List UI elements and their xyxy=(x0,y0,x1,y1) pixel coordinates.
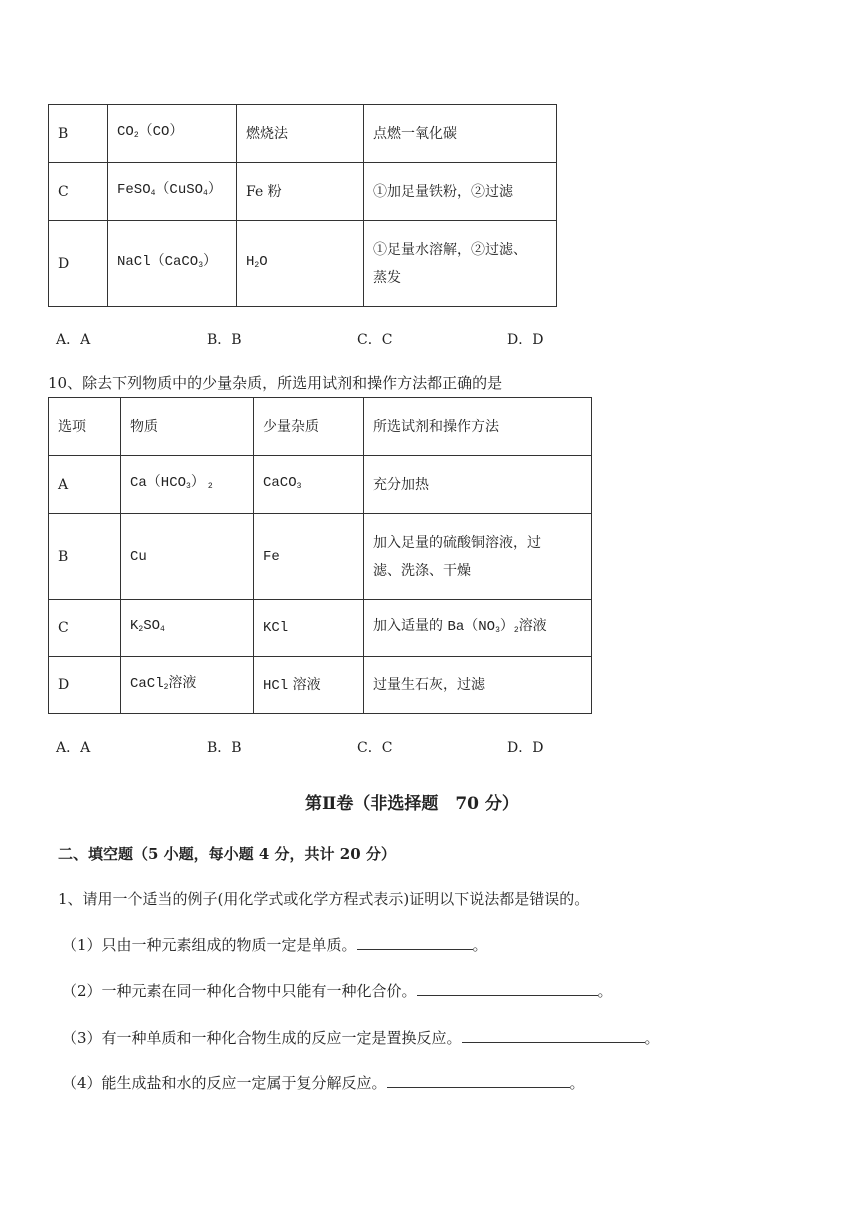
item-period: 。 xyxy=(569,1074,585,1092)
table-row xyxy=(49,600,592,657)
table-row xyxy=(49,105,557,163)
item-text: （4）能生成盐和水的反应一定属于复分解反应。 xyxy=(62,1074,387,1092)
table-cell: 过量生石灰，过滤 xyxy=(364,657,592,714)
item-text: （2）一种元素在同一种化合物中只能有一种化合价。 xyxy=(62,982,417,1000)
answer-blank[interactable] xyxy=(417,981,598,996)
table-cell: 加入适量的 $Ba(NO_3)_2$溶液 xyxy=(364,600,592,657)
table-row xyxy=(49,657,592,714)
question9-table xyxy=(48,104,557,307)
table-cell: KCl xyxy=(254,600,364,657)
question10-table xyxy=(48,397,592,714)
table-cell: A xyxy=(49,456,121,514)
choice-a[interactable]: A．A xyxy=(56,332,91,348)
question-item xyxy=(62,934,488,955)
choice-d[interactable]: D．D xyxy=(507,332,544,348)
item-period: 。 xyxy=(472,936,488,954)
table-cell: HCl 溶液 xyxy=(254,657,364,714)
item-period: 。 xyxy=(597,982,613,1000)
table-cell: 充分加热 xyxy=(364,456,592,514)
table-cell: Cu xyxy=(121,514,254,600)
table-row xyxy=(49,221,557,307)
item-text: （1）只由一种元素组成的物质一定是单质。 xyxy=(62,936,357,954)
table-header: 物质 xyxy=(121,398,254,456)
table-cell: Fe 粉 xyxy=(237,163,364,221)
table-cell: 点燃一氧化碳 xyxy=(364,105,557,163)
method-line: 蒸发 xyxy=(373,269,401,286)
choice-b[interactable]: B．B xyxy=(207,332,242,348)
table-cell xyxy=(364,514,592,600)
table-header-row xyxy=(49,398,592,456)
table-header: 选项 xyxy=(49,398,121,456)
question-item xyxy=(62,1072,585,1093)
method-line: ①足量水溶解，②过滤、 xyxy=(373,241,527,258)
table-cell: CaCO$_3$ xyxy=(254,456,364,514)
question-10-stem: 10、除去下列物质中的少量杂质，所选用试剂和操作方法都正确的是 xyxy=(48,374,503,392)
table-cell: D xyxy=(49,221,108,307)
table-row xyxy=(49,456,592,514)
table-cell: C xyxy=(49,163,108,221)
method-line: 滤、洗涤、干燥 xyxy=(373,562,471,579)
table-cell: C xyxy=(49,600,121,657)
table-header: 少量杂质 xyxy=(254,398,364,456)
question-1-stem: 1、请用一个适当的例子(用化学式或化学方程式表示)证明以下说法都是错误的。 xyxy=(58,890,590,908)
table-header: 所选试剂和操作方法 xyxy=(364,398,592,456)
choice-c[interactable]: C．C xyxy=(357,740,393,756)
table-cell: B xyxy=(49,105,108,163)
table-cell: Fe xyxy=(254,514,364,600)
table-cell: 燃烧法 xyxy=(237,105,364,163)
method-line: 加入足量的硫酸铜溶液，过 xyxy=(373,534,541,551)
table-cell: $Ca(HCO_3)$ $_2$ xyxy=(121,456,254,514)
answer-blank[interactable] xyxy=(357,935,473,950)
answer-blank[interactable] xyxy=(387,1073,570,1088)
table-cell: NaCl（CaCO$_3$） xyxy=(108,221,237,307)
answer-blank[interactable] xyxy=(462,1028,645,1043)
question-item xyxy=(62,1027,660,1048)
table-cell xyxy=(364,221,557,307)
section-heading: 二、填空题（5 小题，每小题 4 分，共计 20 分） xyxy=(58,845,396,863)
item-text: （3）有一种单质和一种化合物生成的反应一定是置换反应。 xyxy=(62,1029,462,1047)
table-cell: CaCl$_2$溶液 xyxy=(121,657,254,714)
table-cell: FeSO$_4$（CuSO$_4$） xyxy=(108,163,237,221)
item-period: 。 xyxy=(644,1029,660,1047)
choice-d[interactable]: D．D xyxy=(507,740,544,756)
table-row xyxy=(49,514,592,600)
table-cell: $CO_2(CO)$ xyxy=(108,105,237,163)
question-item xyxy=(62,980,613,1001)
table-cell: $K_2SO_4$ xyxy=(121,600,254,657)
table-cell: B xyxy=(49,514,121,600)
choice-a[interactable]: A．A xyxy=(56,740,91,756)
table-cell: $H_2O$ xyxy=(237,221,364,307)
choice-c[interactable]: C．C xyxy=(357,332,393,348)
table-cell: D xyxy=(49,657,121,714)
choice-b[interactable]: B．B xyxy=(207,740,242,756)
table-row xyxy=(49,163,557,221)
part-two-title: 第Ⅱ卷（非选择题 70 分） xyxy=(305,794,519,814)
table-cell: ①加足量铁粉，②过滤 xyxy=(364,163,557,221)
